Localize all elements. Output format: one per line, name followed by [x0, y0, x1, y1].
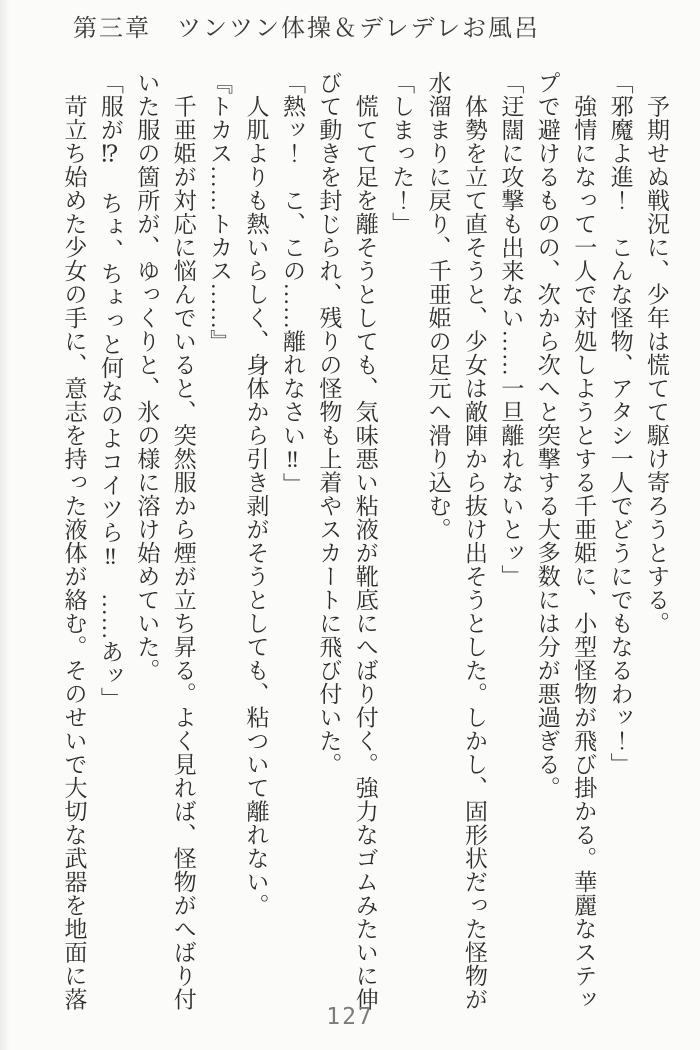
chapter-header: 第三章 ツンツン体操＆デレデレお風呂 — [73, 16, 541, 42]
text-column: 千亜姫が対応に悩んでいると、突然服から煙が立ち昇る。よく見れば、怪物がへばり付 — [170, 71, 196, 1011]
text-column: びて動きを封じられ、残りの怪物も上着やスカートに飛び付いた。 — [316, 71, 342, 776]
text-column: 『トカス……トカス……』 — [207, 71, 233, 353]
text-column: 強情になって一人で対処しようとする千亜姫に、小型怪物が飛び掛かる。華麗なステッ — [571, 71, 597, 1011]
text-column: 「熱ッ！ こ、この……離れなさい‼」 — [279, 71, 305, 496]
text-column: 体勢を立て直そうと、少女は敵陣から抜け出そうとした。しかし、固形状だった怪物が — [461, 71, 487, 1011]
text-column: 「迂闊に攻撃も出来ない……一旦離れないとッ」 — [498, 71, 524, 588]
text-column: 「邪魔よ進！ こんな怪物、アタシ一人でどうにでもなるわッ！」 — [607, 71, 633, 776]
text-column: 「しまった！」 — [389, 71, 415, 236]
page-number: 127 — [326, 1004, 374, 1030]
text-column: 「服が⁉ ちょ、ちょっと何なのよコイツら‼ ……あッ」 — [97, 71, 123, 711]
text-column: 水溜まりに戻り、千亜姫の足元へ滑り込む。 — [425, 71, 451, 541]
text-column: 慌てて足を離そうとしても、気味悪い粘液が靴底にへばり付く。強力なゴムみたいに伸 — [352, 71, 378, 1011]
text-column: プで避けるものの、次から次へと突撃する大多数には分が悪過ぎる。 — [534, 71, 560, 800]
text-column: 予期せぬ戦況に、少年は慌てて駆け寄ろうとする。 — [644, 71, 669, 635]
text-column: 人肌よりも熱いらしく、身体から引き剥がそうとしても、粘ついて離れない。 — [243, 71, 269, 917]
text-column: 苛立ち始めた少女の手に、意志を持った液体が絡む。そのせいで大切な武器を地面に落 — [61, 71, 87, 1011]
text-column: いた服の箇所が、ゆっくりと、氷の様に溶け始めていた。 — [134, 71, 160, 682]
text-area — [55, 71, 674, 1011]
